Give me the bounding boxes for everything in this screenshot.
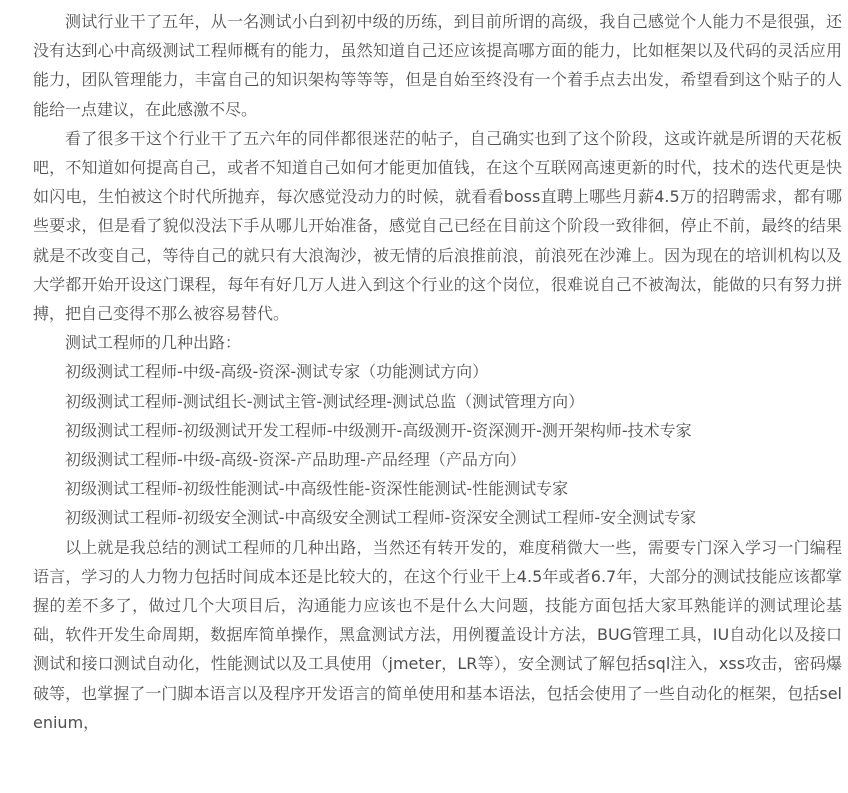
route-performance-testing: 初级测试工程师-初级性能测试-中高级性能-资深性能测试-性能测试专家 bbox=[65, 479, 569, 499]
summary-paragraph: 以上就是我总结的测试工程师的几种出路，当然还有转开发的，难度稍微大一些，需要专门深入学习一门编程语言，学习的人力物力包括时间成本还是比较大的，在这个行业干上4.5年或者6.7年，大部分的测试技能应该都掌握的差不多了，做过几个大项目后，沟通能力应该也不是什么大问题，技能方面包括大家耳熟能详的测试理论基础，软件开发生命周期，数据库简单操作，黑盒测试方法，用例覆盖设计方法，BUG管理工具，IU自动化以及接口测试和接口测试自动化，性能测试以及工具使用（jmeter，LR等），安全测试了解包括sql注入，xss攻击，密码爆破等，也掌握了一门脚本语言以及程序开发语言的简单使用和基本语法，包括会使用了一些自动化的框架，包括selenium， bbox=[33, 537, 842, 732]
route-test-management: 初级测试工程师-测试组长-测试主管-测试经理-测试总监（测试管理方向） bbox=[65, 391, 585, 411]
route-product: 初级测试工程师-中级-高级-资深-产品助理-产品经理（产品方向） bbox=[65, 450, 526, 470]
career-routes-heading: 测试工程师的几种出路： bbox=[65, 333, 242, 353]
career-routes-list bbox=[33, 357, 842, 532]
route-functional-testing: 初级测试工程师-中级-高级-资深-测试专家（功能测试方向） bbox=[65, 362, 489, 382]
route-security-testing: 初级测试工程师-初级安全测试-中高级安全测试工程师-资深安全测试工程师-安全测试专家 bbox=[65, 508, 697, 528]
route-test-development: 初级测试工程师-初级测试开发工程师-中级测开-高级测开-资深测开-测开架构师-技术专家 bbox=[65, 420, 692, 440]
intro-paragraph: 测试行业干了五年，从一名测试小白到初中级的历练，到目前所谓的高级，我自己感觉个人能力不是很强，还没有达到心中高级测试工程师概有的能力，虽然知道自己还应该提高哪方面的能力，比如框架以及代码的灵活应用能力，团队管理能力，丰富自己的知识架构等等等，但是自始至终没有一个着手点去出发，希望看到这个贴子的人能给一点建议，在此感激不尽。 bbox=[33, 12, 842, 119]
career-plateau-paragraph: 看了很多干这个行业干了五六年的同伴都很迷茫的帖子，自己确实也到了这个阶段，这或许就是所谓的天花板吧，不知道如何提高自己，或者不知道自己如何才能更加值钱，在这个互联网高速更新的时代，技术的迭代更是快如闪电，生怕被这个时代所抛弃，每次感觉没动力的时候，就看看boss直聘上哪些月薪4.5万的招聘需求，都有哪些要求，但是看了貌似没法下手从哪儿开始准备，感觉自己已经在目前这个阶段一致徘徊，停止不前，最终的结果就是不改变自己，等待自己的就只有大浪淘沙，被无情的后浪推前浪，前浪死在沙滩上。因为现在的培训机构以及大学都开始开设这门课程，每年有好几万人进入到这个行业的这个岗位，很难说自己不被淘汰，能做的只有努力拼搏，把自己变得不那么被容易替代。 bbox=[33, 128, 842, 324]
